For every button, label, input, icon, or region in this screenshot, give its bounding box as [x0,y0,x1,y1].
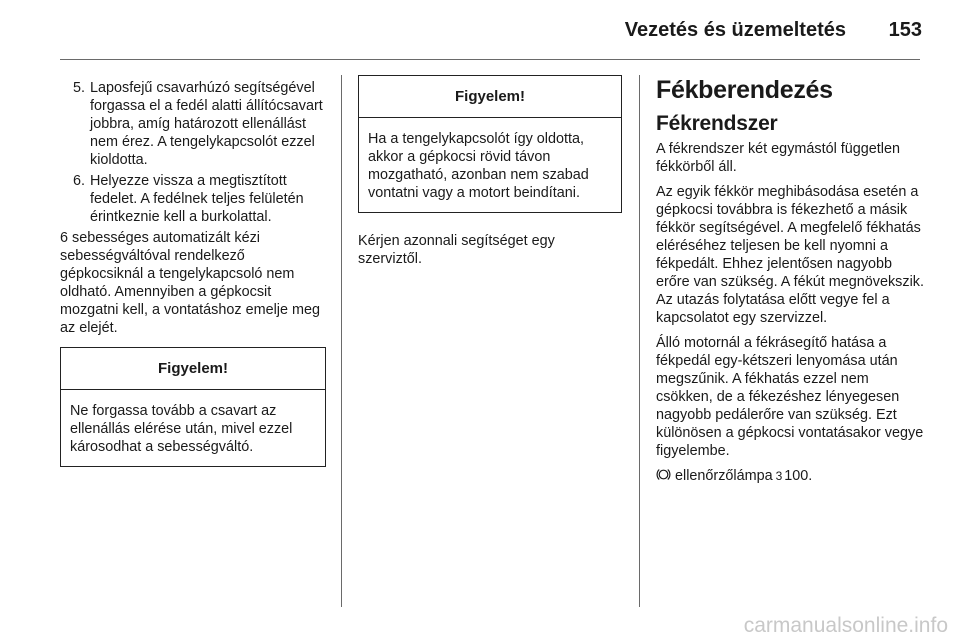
warning-body: Ha a tengelykapcsolót így oldotta, akkor a gépkocsi rövid távon mozgatható, azonban nem szabad vontatni vagy a motort beindítani. [368,131,589,201]
warning-title: Figyelem! [359,76,621,118]
reference-arrow-icon: 3 [775,469,783,483]
warning-body: Ne forgassa tovább a csavart az ellenállás elérése után, mivel ezzel károsodhat a sebességváltó. [70,403,293,455]
warning-box-1 [60,347,326,467]
column-1 [60,79,326,467]
warning-title: Figyelem! [61,348,325,390]
column-divider-2 [639,75,640,607]
section-heading: Fékberendezés [656,76,833,104]
list-item-5 [60,79,326,169]
watermark: carmanualsonline.info [743,614,948,637]
header-title: Vezetés és üzemeltetés [624,19,846,41]
list-item-6 [60,172,326,226]
column-2 [358,75,622,275]
automated-gearbox-paragraph: 6 sebességes automatizált kézi sebességváltóval rendelkező gépkocsiknál a tengelykapcsoló nem oldható. Amennyiben a gépkocsit mozgatni kell, a vontatáshoz emelje meg az elejét. [60,230,320,336]
page-number: 153 [888,19,922,41]
list-text: Helyezze vissza a megtisztított fedelet. A fedélnek teljes felületén érintkeznie kell a burkolattal. [90,173,304,225]
brake-paragraph-1: A fékrendszer két egymástól független fékkörből áll. [656,141,900,175]
warning-box-2 [358,75,622,213]
column-3 [656,74,924,492]
brake-paragraph-3: Álló motornál a fékrásegítő hatása a fékpedál egy-kétszeri lenyomása után megszűnik. A fékhatás ezzel nem csökken, de a fékezéshez lényegesen nagyobb pedálerőre van szükség. Ezt különösen a gépkocsi vontatásakor vegye figyelembe. [656,335,924,459]
reference-page-link[interactable]: 100. [784,468,813,484]
brake-paragraph-2: Az egyik fékkör meghibásodása esetén a gépkocsi továbbra is fékezhető a másik fékkör segítségével. A megfelelő fékhatás eléréséhez teljesen be kell nyomni a fékpedált. Ehhez jelentősen nagyobb erőre van szükség. A fékút megnövekszik. Az utazás folytatása előtt vegye fel a kapcsolatot egy szervizzel. [656,184,924,326]
reference-label: ellenőrzőlámpa [675,468,773,484]
brake-warning-icon [656,468,671,481]
list-number: 6. [72,173,85,189]
service-paragraph: Kérjen azonnali segítséget egy szerviztől. [358,233,555,267]
list-text: Laposfejű csavarhúzó segítségével forgassa el a fedél alatti állítócsavart jobbra, amíg határozott ellenállást nem érez. A tengelykapcsolót ezzel kioldotta. [90,80,323,168]
list-number: 5. [72,80,85,96]
reference-line [656,467,924,485]
column-divider-1 [341,75,342,607]
header-rule [60,59,920,60]
page-header [0,0,960,60]
section-subheading: Fékrendszer [656,112,778,135]
